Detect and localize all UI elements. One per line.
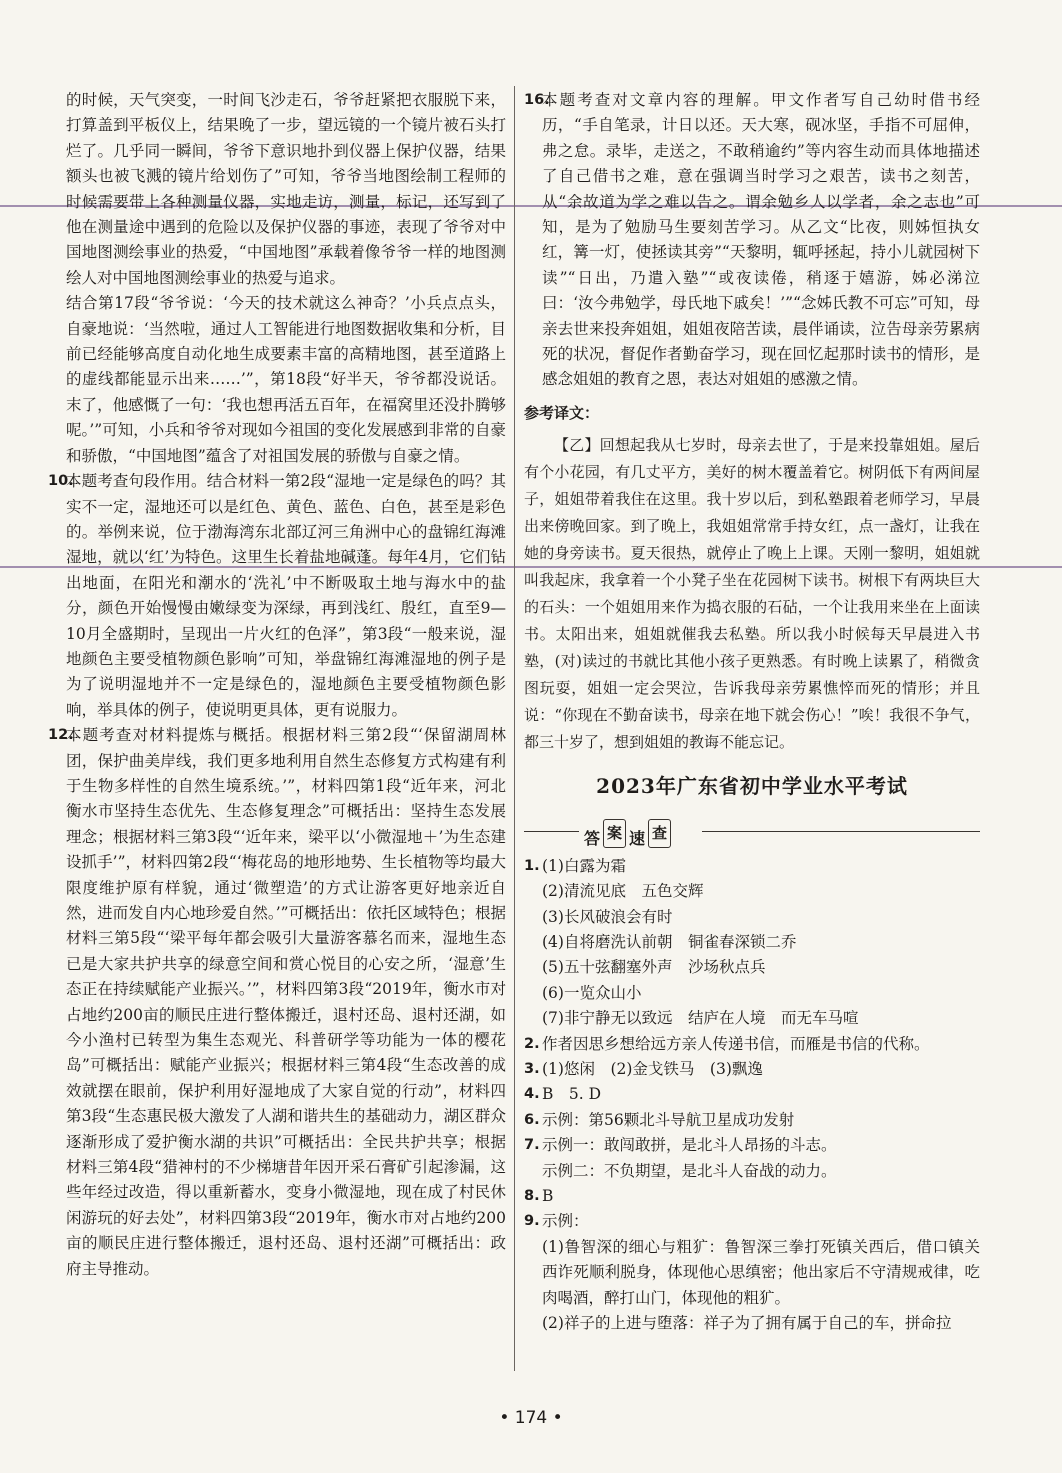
right-column xyxy=(524,88,980,1336)
answer-bar-char-3: 速 xyxy=(629,828,646,848)
question-12-text: 本题考查对材料提炼与概括。根据材料三第2段“‘保留湖周林团，保护曲美岸线，我们更多地利用自然生态修复方式构建有利于生物多样性的自然生境系统。’”，材料四第1段“近年来，河北衡水市坚持生态优先、生态修复理念”可概括出：坚持生态发展理念；根据材料三第3段“‘近年来，梁平以‘小微湿地＋’为生态建设抓手’”，材料四第2段“‘梅花岛的地形地势、生长植物等均最大限度维护原有样貌，通过‘微塑造’的方式让游客更好地亲近自然，进而发自内心地珍爱自然。’”可概括出：依托区域特色；根据材料三第5段“‘梁平每年都会吸引大量游客慕名而来，湿地生态已是大家共护共享的绿意空间和赏心悦目的心安之所，‘湿意’生态正在持续赋能产业振兴。’”，材料四第3段“2019年，衡水市对占地约200亩的顺民庄进行整体搬迁，退村还岛、退村还湖，如今小渔村已转型为集生态观光、科普研学等功能为一体的樱花岛”可概括出：赋能产业振兴；根据材料三第4段“生态改善的成效就摆在眼前，保护利用好湿地成了大家自觉的行动”，材料四第3段“生态惠民极大激发了人湖和谐共生的基础动力，湖区群众逐渐形成了爱护衡水湖的共识”可概括出：全民共护共享；根据材料三第4段“猎神村的不少梯塘昔年因开采石膏矿引起渗漏，这些年经过改造，得以重新蓄水，变身小微湿地，现在成了村民休闲游玩的好去处”，材料四第3段“2019年，衡水市对占地约200亩的顺民庄进行整体搬迁，退村还岛、退村还湖”可概括出：政府主导推动。 xyxy=(66,726,506,1278)
answer-bar-char-4: 查 xyxy=(648,819,671,848)
answer-9-part-2: (2)祥子的上进与堕落：祥子为了拥有属于自己的车，拼命拉 xyxy=(542,1314,952,1332)
answer-quick-check-bar xyxy=(524,814,980,846)
answer-bar-rule-right xyxy=(702,831,980,832)
translation-heading: 参考译文： xyxy=(524,403,600,422)
question-16 xyxy=(524,88,980,393)
answer-line: 4. B 5. D xyxy=(524,1085,602,1104)
answer-line: (2)清流见底 五色交辉 xyxy=(542,882,704,901)
answer-line: 6. 示例：第56颗北斗导航卫星成功发射 xyxy=(524,1110,795,1129)
question-10-text: 本题考查句段作用。结合材料一第2段“湿地一定是绿色的吗？其实不一定，湿地还可以是红色、黄色、蓝色、白色，甚至是彩色的。举例来说，位于渤海湾东北部辽河三角洲中心的盘锦红海滩湿地，就以‘红’为特色。这里生长着盐地碱蓬。每年4月，它们钻出地面，在阳光和潮水的‘洗礼’中不断吸取土地与海水中的盐分，颜色开始慢慢由嫩绿变为深绿，再到浅红、殷红，直至9—10月全盛期时，呈现出一片火红的色泽”，第3段“一般来说，湿地颜色主要受植物颜色影响”可知，举盘锦红海滩湿地的例子是为了说明湿地并不一定是绿色的，湿地颜色主要受植物颜色影响，举具体的例子，使说明更具体，更有说服力。 xyxy=(66,472,506,719)
answer-line: 7. 示例一：敢闯敢拼，是北斗人昂扬的斗志。 xyxy=(524,1136,837,1155)
question-16-number: 16. xyxy=(524,92,550,108)
answer-bar-char-1: 答 xyxy=(584,828,601,848)
left-column xyxy=(48,88,506,1282)
answer-line: (4)自将磨洗认前朝 铜雀春深锁二乔 xyxy=(542,932,797,951)
exam-title: 2023年广东省初中学业水平考试 xyxy=(596,774,908,799)
question-16-text: 本题考查对文章内容的理解。甲文作者写自己幼时借书经历，“手自笔录，计日以还。天大寒，砚冰坚，手指不可屈伸，弗之怠。录毕，走送之，不敢稍逾约”等内容生动而具体地描述了自己借书之难，意在强调当时学习之艰苦，读书之刻苦，从“余故道为学之难以告之。谓余勉乡人以学者，余之志也”可知，是为了勉励马生要刻苦学习。从乙文“比夜，则姊恒执女红，篝一灯，使拯读其旁”“天黎明，辄呼拯起，持小儿就园树下读”“日出，乃遣入塾”“或夜读倦，稍逐于嬉游，姊必涕泣曰：‘汝今弗勉学，母氏地下戚矣！’”“念姊氏教不可忘”可知，母亲去世来投奔姐姐，姐姐夜陪苦读，晨伴诵读，泣告母亲劳累病死的状况，督促作者勤奋学习，现在回忆起那时读书的情形，是感念姐姐的教育之恩，表达对姐姐的感激之情。 xyxy=(542,91,980,389)
answer-9-part-1: (1)鲁智深的细心与粗犷：鲁智深三拳打死镇关西后，借口镇关西诈死顺利脱身，体现他心思缜密；他出家后不守清规戒律，吃肉喝酒，醉打山门，体现他的粗犷。 xyxy=(542,1237,980,1307)
question-12-number: 12. xyxy=(48,727,74,744)
answer-line: (3)长风破浪会有时 xyxy=(542,907,673,926)
translation-text: 【乙】回想起我从七岁时，母亲去世了，于是来投靠姐姐。屋后有个小花园，有几丈平方，美好的树木覆盖着它。树阴低下有两间屋子，姐姐带着我住在这里。我十岁以后，到私塾跟着老师学习，早晨出来傍晚回家。到了晚上，我姐姐常常手持女红，点一盏灯，让我在她的身旁读书。夏天很热，就停止了晚上上课。天刚一黎明，姐姐就叫我起床，我拿着一个小凳子坐在花园树下读书。树根下有两块巨大的石头：一个姐姐用来作为捣衣服的石砧，一个让我用来坐在上面读书。太阳出来，姐姐就催我去私塾。所以我小时候每天早晨进入书塾，(对)读过的书就比其他小孩子更熟悉。有时晚上读累了，稍微贪图玩耍，姐姐一定会哭泣，告诉我母亲劳累憔悴而死的情形；并且说：“你现在不勤奋读书，母亲在地下就会伤心！”唉！我很不争气，都三十岁了，想到姐姐的教诲不能忘记。 xyxy=(524,436,980,752)
answer-line: (7)非宁静无以致远 结庐在人境 而无车马喧 xyxy=(542,1009,859,1028)
answer-line: (6)一览众山小 xyxy=(542,983,642,1002)
question-12 xyxy=(48,723,506,1282)
page-number: • 174 • xyxy=(499,1408,563,1428)
left-paragraph-2: 结合第17段“爷爷说：‘今天的技术就这么神奇？’小兵点点头，自豪地说：‘当然啦，通过人工智能进行地图数据收集和分析，目前已经能够高度自动化地生成要素丰富的高精地图，甚至道路上的虚线都能显示出来……’”，第18段“好半天，爷爷都没说话。末了，他感慨了一句：‘我也想再活五百年，在福窝里还没扑腾够呢。’”可知，小兵和爷爷对现如今祖国的变化发展感到非常的自豪和骄傲，“中国地图”蕴含了对祖国发展的骄傲与自豪之情。 xyxy=(66,294,506,465)
translation-block xyxy=(524,432,980,756)
answer-line: 示例二：不负期望，是北斗人奋战的动力。 xyxy=(542,1161,837,1180)
left-paragraph-1: 的时候，天气突变，一时间飞沙走石，爷爷赶紧把衣服脱下来，打算盖到平板仪上，结果晚了一步，望远镜的一个镜片被石头打烂了。几乎同一瞬间，爷爷下意识地扑到仪器上保护仪器，结果额头也被飞溅的镜片给划伤了”可知，爷爷当地图绘制工程师的时候需要带上各种测量仪器，实地走访，测量，标记，还写到了他在测量途中遇到的危险以及保护仪器的事迹，表现了爷爷对中国地图测绘事业的热爱，“中国地图”承载着像爷爷一样的地图测绘人对中国地图测绘事业的热爱与追求。 xyxy=(66,91,506,287)
question-10-number: 10. xyxy=(48,473,74,490)
answer-line: (5)五十弦翻塞外声 沙场秋点兵 xyxy=(542,958,766,977)
column-divider xyxy=(514,86,515,1371)
question-10 xyxy=(48,469,506,723)
answer-bar-rule-left xyxy=(524,831,579,832)
answer-bar-char-2: 案 xyxy=(603,819,626,848)
answer-bar-label xyxy=(584,816,671,851)
answer-line: 2. 作者因思乡想给远方亲人传递书信，而雁是书信的代称。 xyxy=(524,1034,930,1053)
answer-line: 1. (1)白露为霜 xyxy=(524,856,626,875)
answer-line: 3. (1)悠闲 (2)金戈铁马 (3)飘逸 xyxy=(524,1059,763,1078)
answer-line: 9. 示例： xyxy=(524,1212,589,1231)
answer-line: 8. B xyxy=(524,1186,554,1205)
